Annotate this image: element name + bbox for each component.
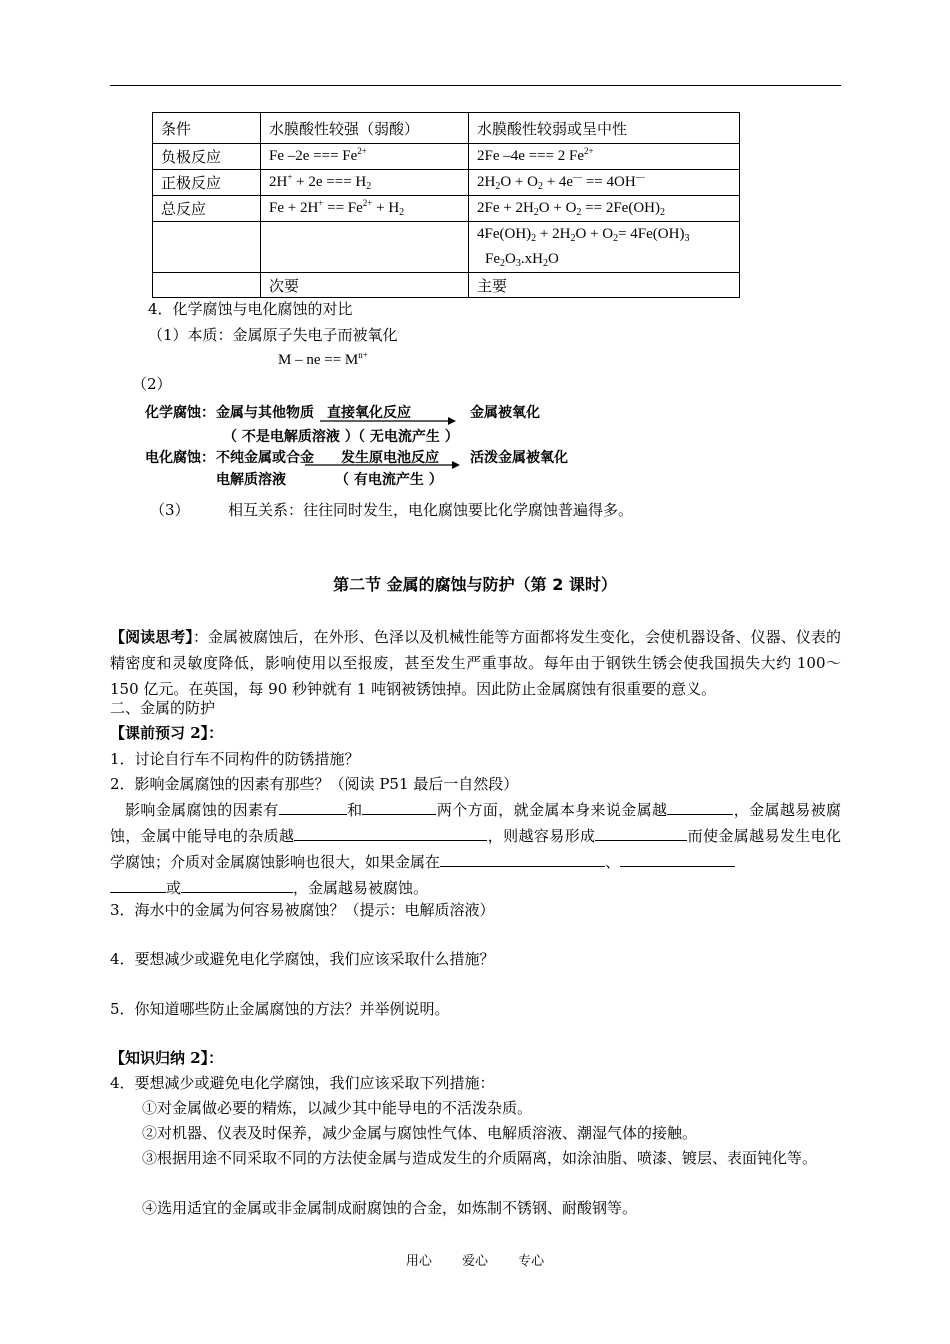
blank-field[interactable] <box>595 824 687 841</box>
elec-result: 活泼金属被氧化 <box>470 450 568 466</box>
reading-label: 【阅读思考】 <box>110 628 193 646</box>
section-title: 第二节 金属的腐蚀与防护（第 2 课时） <box>333 575 617 594</box>
blank-field[interactable] <box>667 798 733 815</box>
essence-line: （1）本质：金属原子失电子而被氧化 <box>148 326 398 344</box>
corrosion-comparison-diagram <box>145 402 585 487</box>
blank-field[interactable] <box>440 850 605 867</box>
cell-neutral: 2Fe –4e === 2 $Fe^{2+}$ <box>469 144 740 170</box>
empty-cell <box>261 222 469 273</box>
chem-note-no-current: （ 无电流产生 ） <box>351 429 459 445</box>
blank-field[interactable] <box>181 876 293 893</box>
corrosion-reaction-table <box>152 112 740 298</box>
table-header-cell: 水膜酸性较强（弱酸） <box>261 113 469 144</box>
table-row-anode <box>153 144 740 170</box>
row-label: 总反应 <box>153 196 261 222</box>
chem-result: 金属被氧化 <box>470 405 540 421</box>
chem-subject: 金属与其他物质 <box>216 405 314 421</box>
elec-note-current: （ 有电流产生 ） <box>335 472 443 488</box>
measure-4: ④选用适宜的金属或非金属制成耐腐蚀的合金，如炼制不锈钢、耐酸钢等。 <box>142 1199 638 1217</box>
preview-heading: 【课前预习 2】： <box>110 724 224 742</box>
measure-3: ③根据用途不同采取不同的方法使金属与造成发生的介质隔离，如涂油脂、喷漆、镀层、表面钝化等。 <box>142 1149 818 1167</box>
diagram-arrows <box>145 402 585 487</box>
elec-arrowhead <box>452 461 460 469</box>
table-row-extra <box>153 222 740 273</box>
mutual-relation: 相互关系：往往同时发生，电化腐蚀要比化学腐蚀普遍得多。 <box>228 501 634 519</box>
chem-process: 直接氧化反应 <box>327 405 411 421</box>
summary-label: 【知识归纳 2】 <box>110 1049 209 1067</box>
table-header-cell: 水膜酸性较弱或呈中性 <box>469 113 740 144</box>
footer-item: 爱心 <box>461 1254 488 1269</box>
preview-label: 【课前预习 2】 <box>110 724 209 742</box>
empty-cell <box>153 273 261 298</box>
chem-corrosion-label: 化学腐蚀： <box>145 405 215 421</box>
blank-field[interactable] <box>294 824 487 841</box>
factors-fill-paragraph: 影响金属腐蚀的因素有 和 两个方面，就金属本身来说金属越 ，金属越易被腐蚀，金属中能导电的杂质越 ，则越容易形成 而使金属越易发生电化学腐蚀；介质对金属腐蚀影响也很大，如果金属在 、 或 ，金属越易被腐蚀。 <box>110 797 841 901</box>
cell-acid: Fe –2e === $Fe^{2+}$ <box>261 144 469 170</box>
item-3-label: （3） <box>150 501 190 519</box>
cell-acid: 次要 <box>261 273 469 298</box>
row-label: 负极反应 <box>153 144 261 170</box>
protection-heading: 二、金属的防护 <box>110 699 216 717</box>
header-rule <box>110 85 841 86</box>
elec-corrosion-label: 电化腐蚀： <box>145 450 215 466</box>
section4-heading: 4．化学腐蚀与电化腐蚀的对比 <box>148 300 353 318</box>
cell-acid: $Fe + 2H^+ == Fe^{2+} + H_2$ <box>261 196 469 222</box>
blank-field[interactable] <box>110 876 166 893</box>
cell-neutral: 主要 <box>469 273 740 298</box>
blank-field[interactable] <box>362 798 436 815</box>
elec-subject: 不纯金属或合金 <box>216 450 314 466</box>
footer-item: 专心 <box>518 1254 545 1269</box>
footer-item: 用心 <box>405 1254 432 1269</box>
reading-paragraph: 【阅读思考】：金属被腐蚀后，在外形、色泽以及机械性能等方面都将发生变化，会使机器设备、仪器、仪表的精密度和灵敏度降低，影响使用以至报废，甚至发生严重事故。每年由于钢铁生锈会使我国损失大约 100～150 亿元。在英国，每 90 秒钟就有 1 吨钢被锈蚀掉。因此防止金属腐蚀有很重要的意义。 <box>110 628 841 698</box>
elec-process: 发生原电池反应 <box>341 450 439 466</box>
preview-q1: 1．讨论自行车不同构件的防锈措施？ <box>110 750 360 768</box>
preview-q3: 3．海水中的金属为何容易被腐蚀？（提示：电解质溶液） <box>110 901 495 919</box>
preview-q4: 4．要想减少或避免电化学腐蚀，我们应该采取什么措施？ <box>110 950 495 968</box>
preview-q5: 5．你知道哪些防止金属腐蚀的方法？并举例说明。 <box>110 1000 450 1018</box>
cell-neutral: $2H_2O + O_2 + 4e^— == 4OH^—$ <box>469 170 740 196</box>
item-2-label: （2） <box>132 375 172 393</box>
cell-neutral: $4Fe(OH)_2 + 2H_2O + O_2= 4Fe(OH)_3$ $Fe_2O_3.xH_2O$ <box>469 222 740 273</box>
table-row-total <box>153 196 740 222</box>
chem-arrowhead <box>448 417 456 425</box>
row-label: 正极反应 <box>153 170 261 196</box>
blank-field[interactable] <box>279 798 347 815</box>
measure-2: ②对机器、仪表及时保养，减少金属与腐蚀性气体、电解质溶液、潮湿气体的接触。 <box>142 1124 698 1142</box>
oxidation-formula: M – ne == $M^{n+}$ <box>278 350 368 368</box>
measure-1: ①对金属做必要的精炼，以减少其中能导电的不活泼杂质。 <box>142 1099 533 1117</box>
cell-acid: 2H+ + 2e === $H_2$ <box>261 170 469 196</box>
table-header-cell: 条件 <box>153 113 261 144</box>
blank-field[interactable] <box>620 850 735 867</box>
chem-note-no-electrolyte: （ 不是电解质溶液 ） <box>223 429 359 445</box>
empty-cell <box>153 222 261 273</box>
preview-q2: 2．影响金属腐蚀的因素有那些？（阅读 P51 最后一自然段） <box>110 775 519 793</box>
table-row-cathode <box>153 170 740 196</box>
summary-intro: 4．要想减少或避免电化学腐蚀，我们应该采取下列措施： <box>110 1074 495 1092</box>
cell-neutral: $2Fe + 2H_2O + O_2 == 2Fe(OH)_2$ <box>469 196 740 222</box>
summary-heading: 【知识归纳 2】： <box>110 1049 224 1067</box>
elec-note-electrolyte: 电解质溶液 <box>216 472 286 488</box>
page-footer <box>0 1250 950 1269</box>
table-header-row <box>153 113 740 144</box>
table-row-importance <box>153 273 740 298</box>
